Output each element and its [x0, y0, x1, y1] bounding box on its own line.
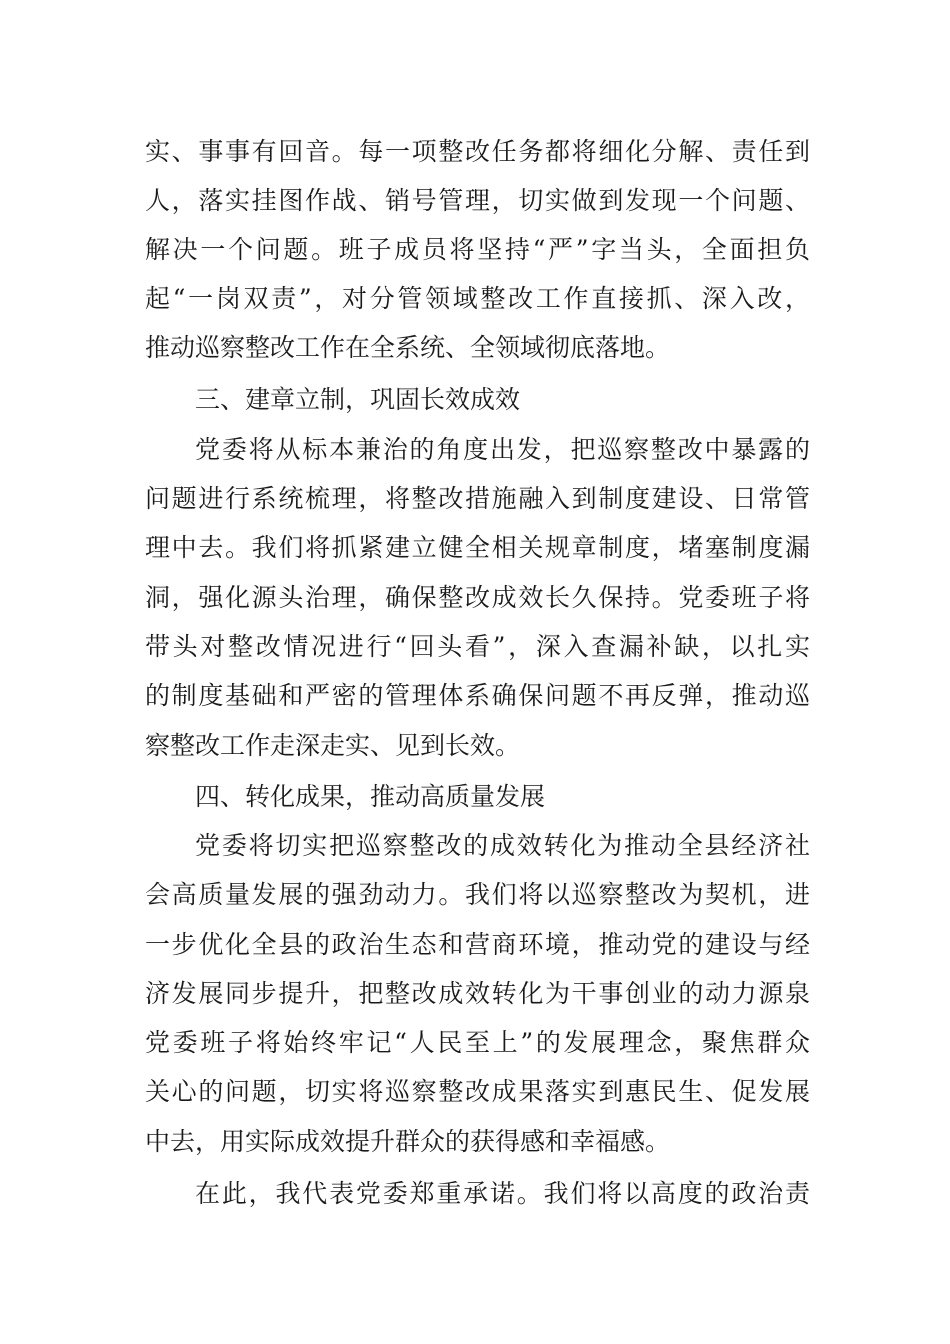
- paragraph-line: 推动巡察整改工作在全系统、全领域彻底落地。: [145, 333, 671, 362]
- paragraph-line: 的制度基础和严密的管理体系确保问题不再反弹，推动巡: [145, 681, 810, 710]
- paragraph-line: 带头对整改情况进行“回头看”，深入查漏补缺，以扎实: [145, 632, 810, 661]
- paragraph-line: 党委将从标本兼治的角度出发，把巡察整改中暴露的: [195, 435, 810, 464]
- paragraph-line: 党委班子将始终牢记“人民至上”的发展理念，聚焦群众: [145, 1028, 810, 1057]
- paragraph-line: 起“一岗双责”，对分管领域整改工作直接抓、深入改，: [145, 284, 810, 313]
- paragraph-line: 济发展同步提升，把整改成效转化为干事创业的动力源泉: [145, 979, 810, 1008]
- section-heading: 三、建章立制，巩固长效成效: [195, 385, 521, 414]
- paragraph-line: 会高质量发展的强劲动力。我们将以巡察整改为契机，进: [145, 880, 810, 909]
- paragraph-line: 解决一个问题。班子成员将坚持“严”字当头，全面担负: [145, 235, 810, 264]
- paragraph-line: 中去，用实际成效提升群众的获得感和幸福感。: [145, 1127, 671, 1156]
- paragraph-line: 洞，强化源头治理，确保整改成效长久保持。党委班子将: [145, 583, 810, 612]
- paragraph-line: 理中去。我们将抓紧建立健全相关规章制度，堵塞制度漏: [145, 533, 810, 562]
- paragraph-line: 在此，我代表党委郑重承诺。我们将以高度的政治责: [195, 1179, 810, 1208]
- paragraph-line: 一步优化全县的政治生态和营商环境，推动党的建设与经: [145, 930, 810, 959]
- paragraph-line: 党委将切实把巡察整改的成效转化为推动全县经济社: [195, 831, 810, 860]
- paragraph-line: 问题进行系统梳理，将整改措施融入到制度建设、日常管: [145, 484, 810, 513]
- section-heading: 四、转化成果，推动高质量发展: [195, 782, 546, 811]
- paragraph-line: 实、事事有回音。每一项整改任务都将细化分解、责任到: [145, 137, 810, 166]
- paragraph-line: 人，落实挂图作战、销号管理，切实做到发现一个问题、: [145, 186, 810, 215]
- paragraph-line: 关心的问题，切实将巡察整改成果落实到惠民生、促发展: [145, 1077, 810, 1106]
- paragraph-line: 察整改工作走深走实、见到长效。: [145, 731, 521, 760]
